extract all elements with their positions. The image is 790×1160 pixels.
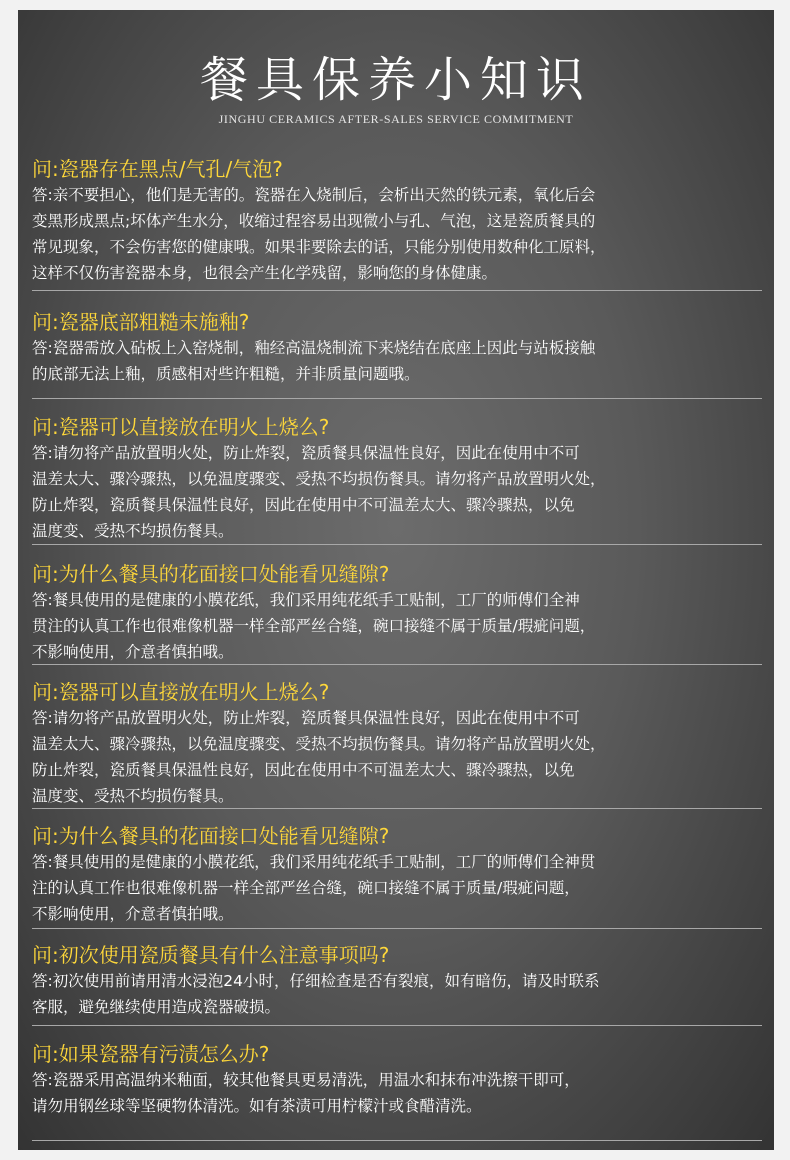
- faq-answer-line: 常见现象，不会伤害您的健康哦。如果非要除去的话，只能分别使用数种化工原料，: [32, 238, 606, 256]
- faq-answer-line: 答:瓷器需放入砧板上入窑烧制，釉经高温烧制流下来烧结在底座上因此与站板接触: [32, 339, 596, 357]
- faq-item: [32, 291, 762, 399]
- page-subtitle: JINGHU CERAMICS AFTER-SALES SERVICE COMMITMENT: [218, 112, 574, 126]
- faq-answer-line: 答:餐具使用的是健康的小膜花纸，我们采用纯花纸手工贴制，工厂的师傅们全神贯: [32, 853, 596, 871]
- faq-answer-line: 变黑形成黑点;坏体产生水分，收缩过程容易出现微小与孔、气泡，这是瓷质餐具的: [32, 212, 596, 230]
- faq-answer-line: 答:亲不要担心，他们是无害的。瓷器在入烧制后，会析出天然的铁元素，氧化后会: [32, 186, 596, 204]
- faq-item: [32, 545, 762, 665]
- faq-question: 问:如果瓷器有污渍怎么办?: [32, 1042, 270, 1066]
- faq-answer-line: 答:初次使用前请用清水浸泡24小时，仔细检查是否有裂痕，如有暗伤，请及时联系: [32, 972, 600, 990]
- faq-answer-line: 答:请勿将产品放置明火处，防止炸裂，瓷质餐具保温性良好，因此在使用中不可: [32, 709, 580, 727]
- faq-answer-line: 温差太大、骤冷骤热，以免温度骤变、受热不均损伤餐具。请勿将产品放置明火处，: [32, 735, 606, 753]
- faq-question: 问:为什么餐具的花面接口处能看见缝隙?: [32, 562, 390, 586]
- faq-answer-line: 答:餐具使用的是健康的小膜花纸，我们采用纯花纸手工贴制，工厂的师傅们全神: [32, 591, 580, 609]
- faq-answer-line: 答:请勿将产品放置明火处，防止炸裂，瓷质餐具保温性良好，因此在使用中不可: [32, 444, 580, 462]
- faq-answer-line: 答:瓷器采用高温纳米釉面，较其他餐具更易清洗，用温水和抹布冲洗擦干即可，: [32, 1071, 580, 1089]
- faq-item: [32, 809, 762, 929]
- faq-answer-line: 贯注的认真工作也很难像机器一样全部严丝合缝，碗口接缝不属于质量/瑕疵问题，: [32, 617, 596, 635]
- faq-list: [32, 156, 762, 1141]
- faq-answer: [32, 849, 762, 927]
- faq-answer-line: 不影响使用，介意者慎拍哦。: [32, 643, 234, 661]
- faq-answer-line: 请勿用钢丝球等坚硬物体清洗。如有茶渍可用柠檬汁或食醋清洗。: [32, 1097, 482, 1115]
- faq-question: 问:瓷器存在黑点/气孔/气泡?: [32, 157, 283, 181]
- faq-answer: [32, 335, 762, 387]
- faq-answer-line: 温差太大、骤冷骤热，以免温度骤变、受热不均损伤餐具。请勿将产品放置明火处，: [32, 470, 606, 488]
- faq-answer: [32, 1067, 762, 1119]
- faq-question: 问:为什么餐具的花面接口处能看见缝隙?: [32, 824, 390, 848]
- faq-item: [32, 156, 762, 291]
- info-panel: [18, 10, 774, 1150]
- faq-answer: [32, 705, 762, 809]
- faq-answer-line: 不影响使用，介意者慎拍哦。: [32, 905, 234, 923]
- faq-answer-line: 防止炸裂，瓷质餐具保温性良好，因此在使用中不可温差太大、骤冷骤热，以免: [32, 761, 575, 779]
- faq-question: 问:初次使用瓷质餐具有什么注意事项吗?: [32, 943, 390, 967]
- faq-item: [32, 929, 762, 1026]
- faq-question: 问:瓷器底部粗糙末施釉?: [32, 310, 250, 334]
- faq-answer-line: 防止炸裂，瓷质餐具保温性良好，因此在使用中不可温差太大、骤冷骤热，以免: [32, 496, 575, 514]
- faq-answer-line: 客服，避免继续使用造成瓷器破损。: [32, 998, 281, 1016]
- faq-answer: [32, 440, 762, 544]
- page-title: 餐具保养小知识: [199, 52, 592, 108]
- faq-answer-line: 温度变、受热不均损伤餐具。: [32, 522, 234, 540]
- faq-answer-line: 的底部无法上釉，质感相对些许粗糙，并非质量问题哦。: [32, 365, 420, 383]
- faq-answer: [32, 968, 762, 1020]
- faq-item: [32, 1026, 762, 1141]
- faq-item: [32, 399, 762, 545]
- faq-answer: [32, 182, 762, 286]
- faq-question: 问:瓷器可以直接放在明火上烧么?: [32, 415, 330, 439]
- faq-answer-line: 这样不仅伤害瓷器本身，也很会产生化学残留，影响您的身体健康。: [32, 264, 498, 282]
- faq-answer-line: 注的认真工作也很难像机器一样全部严丝合缝，碗口接缝不属于质量/瑕疵问题，: [32, 879, 580, 897]
- faq-answer-line: 温度变、受热不均损伤餐具。: [32, 787, 234, 805]
- faq-item: [32, 665, 762, 809]
- faq-question: 问:瓷器可以直接放在明火上烧么?: [32, 680, 330, 704]
- faq-answer: [32, 587, 762, 665]
